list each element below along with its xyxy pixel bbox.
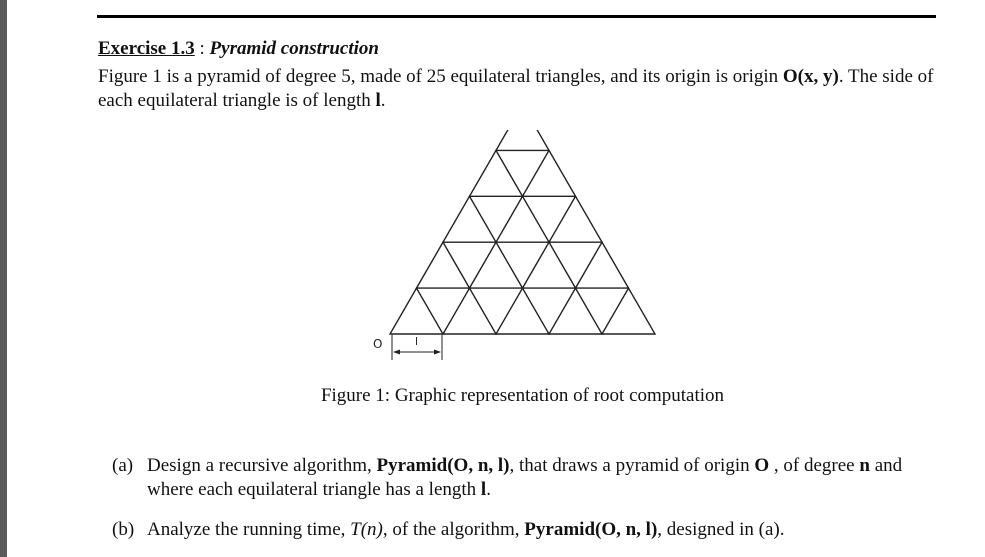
pyramid-triangle: [470, 150, 523, 196]
length-symbol: l: [375, 90, 381, 111]
pyramid-triangle: [523, 150, 576, 196]
intro-text-3: .: [380, 90, 386, 111]
length-label: l: [415, 335, 419, 348]
pyramid-triangle: [549, 196, 602, 242]
arrow-right-icon: [434, 350, 441, 355]
pyramid-triangle: [496, 130, 549, 150]
question-b-label: (b): [112, 519, 135, 540]
origin-label: O: [373, 337, 383, 351]
pyramid-triangle: [470, 242, 523, 288]
exercise-title: Pyramid construction: [209, 38, 379, 59]
question-a-text: Design a recursive algorithm, Pyramid(O, n, l), that draws a pyramid of origin O , of degree n and where each equilateral triangle has a length l.: [147, 455, 903, 500]
pyramid-triangles: [390, 130, 655, 334]
intro-text-1: Figure 1 is a pyramid of degree 5, made of 25 equilateral triangles, and its origin is origin: [98, 66, 783, 87]
top-rule: [97, 15, 936, 18]
origin-symbol: O(x, y): [782, 66, 839, 87]
window-left-edge: [0, 0, 7, 557]
pyramid-triangle: [390, 288, 443, 334]
intro-paragraph: [98, 65, 938, 113]
question-b-text: Analyze the running time, T(n), of the algorithm, Pyramid(O, n, l), designed in (a).: [147, 519, 785, 540]
arrow-left-icon: [393, 350, 400, 355]
exercise-number: Exercise 1.3: [98, 38, 195, 59]
question-a: [112, 454, 942, 502]
pyramid-triangle: [602, 288, 655, 334]
pyramid-triangle: [496, 288, 549, 334]
heading-separator: :: [194, 38, 210, 59]
question-a-label: (a): [112, 455, 134, 476]
pyramid-function: Pyramid(O, n, l): [376, 455, 510, 476]
pyramid-triangle: [443, 196, 496, 242]
exercise-heading: [98, 38, 379, 60]
pyramid-triangle: [576, 242, 629, 288]
pyramid-triangle: [549, 288, 602, 334]
pyramid-triangle: [443, 288, 496, 334]
intro-text-2: . The side of each equilateral triangle is of length: [98, 66, 934, 111]
pyramid-function: Pyramid(O, n, l): [524, 519, 658, 540]
pyramid-triangle: [417, 242, 470, 288]
running-time-symbol: T(n): [350, 519, 383, 540]
question-b: [112, 518, 942, 542]
pyramid-triangle: [496, 196, 549, 242]
pyramid-figure: [360, 130, 670, 370]
figure-caption: Figure 1: Graphic representation of root computation: [320, 385, 725, 406]
pyramid-triangle: [523, 242, 576, 288]
